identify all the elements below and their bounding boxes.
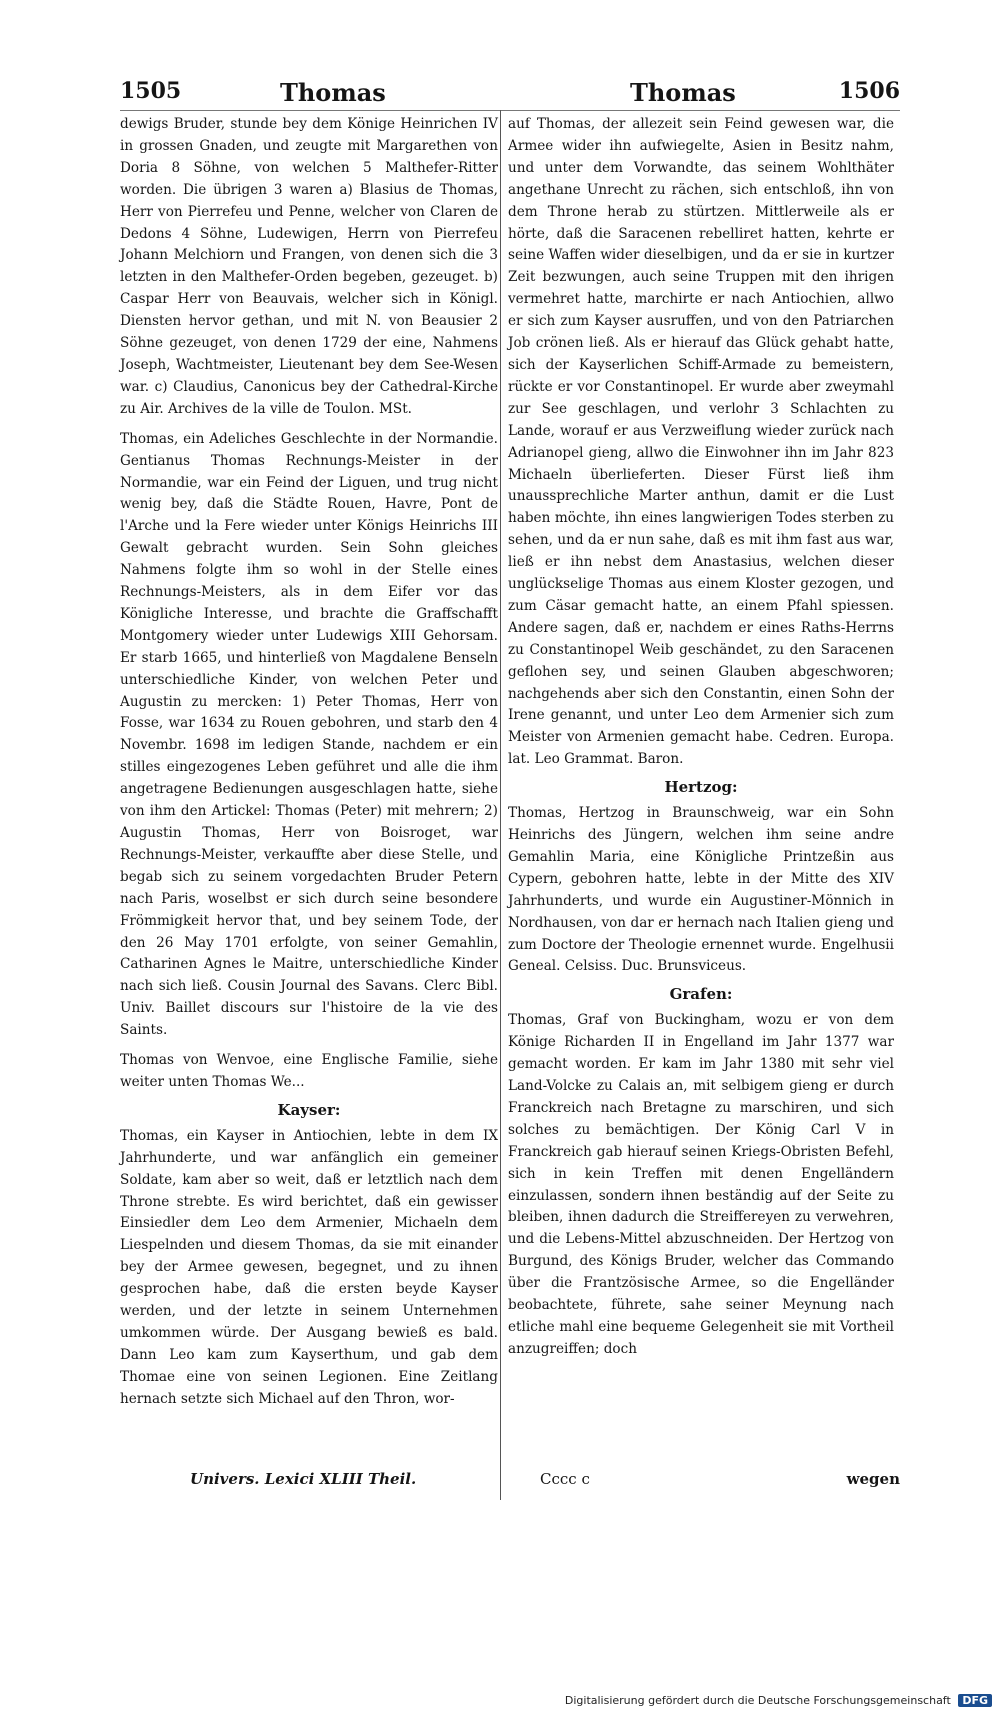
right-paragraph: auf Thomas, der allezeit sein Feind gewesen war, die Armee wider ihn aufwiegelte, Asien in Besitz nahm, und unter dem Vorwandte, das seinem Wohlthäter angethane Unrecht zu rächen, sich entschloß, ihn von dem Throne herab zu stürtzen. Mittlerweile als er hörte, daß die Saracenen rebelliret hatten, kehrte er seine Waffen wider dieselbigen, und da er sie in kurtzer Zeit bezwungen, auch seine Truppen mit den ihrigen vermehret hatte, marchirte er nach Antiochien, allwo er sich zum Kayser ausruffen, und von den Patriarchen Job crönen ließ. Als er hierauf das Glück gehabt hatte, sich der Kayserlichen Schiff-Armade zu bemeistern, rückte er vor Constantinopel. Er wurde aber zweymahl zur See geschlagen, und verlohr 3 Schlachten zu Lande, worauf er aus Verzweiflung wieder zurück nach Adrianopel gieng, allwo die Einwohner ihn im Jahr 823 Michaeln überlieferten. Dieser Fürst ließ ihm unaussprechliche Marter anthun, damit er die Lust haben möchte, ihn eines langwierigen Todes sterben zu sehen, und da er nun sahe, daß es mit ihm fast aus war, ließ er ihn nebst dem Anastasius, welchen dieser unglückselige Thomas aus einem Kloster gezogen, und zum Cäsar gemacht hatte, an einem Pfahl spiessen. Andere sagen, daß er, nachdem er eines Raths-Herrns zu Constantinopel Weib geschändet, zu den Saracenen geflohen sey, und seinen Glauben abgeschworen; nachgehends aber sich den Constantin, einen Sohn der Irene genannt, und unter Leo dem Armenier sich zum Meister von Armenien gemacht habe. Cedren. Europa. lat. Leo Grammat. Baron. (508, 116, 894, 768)
sheet-mark: Cccc c (540, 1470, 590, 1488)
right-paragraph: Thomas, Hertzog in Braunschweig, war ein Sohn Heinrichs des Jüngern, welchen ihm seine andre Gemahlin Maria, eine Königliche Printzeßin aus Cypern, gebohren hatte, lebte in der Mitte des XIV Jahrhunderts, und wurde ein Augustiner-Mönnich in Nordhausen, von dar er hernach nach Italien gieng und zum Doctore der Theologie ernennet wurde. Engelhusii Geneal. Celsiss. Duc. Brunsviceus. (508, 805, 894, 975)
right-paragraph: Thomas, Graf von Buckingham, wozu er von dem Könige Richarden II in Engelland im Jahr 1377 war gemacht worden. Er kam im Jahr 1380 mit sehr viel Land-Volcke zu Calais an, mit selbigem gieng er durch Franckreich nach Bretagne zu marschiren, und sich solches zu bemächtigen. Der König Carl V in Franckreich gab hierauf seinen Kriegs-Obristen Befehl, sich in kein Treffen mit denen Engelländern einzulassen, sondern ihnen beständig auf der Seite zu bleiben, ihnen dadurch die Streiffereyen zu verwehren, und die Lebens-Mittel abzuschneiden. Der Hertzog von Burgund, des Königs Bruder, welcher das Commando über die Frantzösische Armee, so die Engelländer beobachtete, führete, sahe seiner Meynung nach etliche mahl eine bequeme Gelegenheit sie mit Vortheil anzugreiffen; doch (508, 1012, 894, 1357)
page-footer (120, 1470, 900, 1498)
right-column (508, 114, 894, 1361)
left-paragraph: Thomas von Wenvoe, eine Englische Familie, siehe weiter unten Thomas We... (120, 1052, 498, 1090)
right-section-heading: Grafen: (669, 985, 733, 1004)
dfg-logo: DFG (958, 1694, 992, 1707)
column-divider (500, 110, 501, 1500)
left-paragraph: Thomas, ein Kayser in Antiochien, lebte in dem IX Jahrhunderte, und war anfänglich ein gemeiner Soldate, kam aber so weit, daß er letztlich nach dem Throne strebte. Es wird berichtet, daß ein gewisser Einsiedler dem Leo dem Armenier, Michaeln dem Liespelnden und diesem Thomas, da sie mit einander bey der Armee gewesen, begegnet, und zu ihnen gesprochen habe, daß die ersten beyde Kayser werden, und der letzte in seinem Unternehmen umkommen würde. Der Ausgang bewieß es bald. Dann Leo kam zum Kayserthum, und gab dem Thomae eine von seinen Legionen. Eine Zeitlang hernach setzte sich Michael auf den Thron, wor- (120, 1127, 498, 1407)
signature-line: Univers. Lexici XLIII Theil. (190, 1470, 417, 1488)
page-number-right: 1506 (838, 78, 900, 104)
page-number-left: 1505 (120, 78, 182, 104)
header-title-right: Thomas (630, 78, 736, 107)
left-column (120, 114, 498, 1411)
credit-text: Digitalisierung gefördert durch die Deutsche Forschungsgemeinschaft (564, 1694, 951, 1707)
header-title-left: Thomas (280, 78, 386, 107)
digitization-credit (565, 1694, 992, 1712)
left-paragraph: dewigs Bruder, stunde bey dem Könige Heinrichen IV in grossen Gnaden, und zeugte mit Margarethen von Doria 8 Söhne, von welchen 5 Malthefer-Ritter worden. Die übrigen 3 waren a) Blasius de Thomas, Herr von Pierrefeu und Penne, welcher von Claren de Dedons 4 Söhne, Ludewigen, Herrn von Pierrefeu Johann Melchiorn und Frangen, von denen sich die 3 letzten in den Malthefer-Orden begeben, gezeuget. b) Caspar Herr von Beauvais, welcher sich in Königl. Diensten hervor gethan, und mit N. von Beausier 2 Söhne gezeuget, von denen 1729 der eine, Nahmens Joseph, Wachtmeister, Lieutenant bey dem See-Wesen war. c) Claudius, Canonicus bey der Cathedral-Kirche zu Air. Archives de la ville de Toulon. MSt. (120, 116, 498, 417)
left-section-heading: Kayser: (277, 1100, 341, 1119)
catchword: wegen (846, 1470, 900, 1488)
right-section-heading: Hertzog: (664, 778, 738, 797)
header-rule (120, 110, 900, 111)
left-paragraph: Thomas, ein Adeliches Geschlechte in der Normandie. Gentianus Thomas Rechnungs-Meister in der Normandie, war ein Feind der Liguen, und trug nicht wenig bey, daß die Städte Rouen, Havre, Pont de l'Arche und la Fere wieder unter Königs Heinrichs III Gewalt gebracht wurden. Sein Sohn gleiches Nahmens folgte ihm so wohl in der Stelle eines Rechnungs-Meisters, als in dem Eifer vor das Königliche Interesse, und brachte die Graffschafft Montgomery wieder unter Ludewigs XIII Gehorsam. Er starb 1665, und hinterließ von Magdalene Benseln unterschiedliche Kinder, von welchen Peter und Augustin zu mercken: 1) Peter Thomas, Herr von Fosse, war 1634 zu Rouen gebohren, und starb den 4 Novembr. 1698 im ledigen Stande, nachdem er ein stilles eingezogenes Leben geführet und alle die ihm angetragene Bedienungen ausgeschlagen hatte, siehe von ihm den Artickel: Thomas (Peter) mit mehrern; 2) Augustin Thomas, Herr von Boisroget, war Rechnungs-Meister, verkauffte aber diese Stelle, und begab sich zu seinem vorgedachten Bruder Petern nach Paris, woselbst er sich durch seine besondere Frömmigkeit hervor that, und bey seinem Tode, der den 26 May 1701 erfolgte, von seiner Gemahlin, Catharinen Agnes le Maitre, unterschiedliche Kinder nach sich ließ. Cousin Journal des Savans. Clerc Bibl. Univ. Baillet discours sur l'histoire de la vie des Saints. (120, 430, 498, 1039)
running-header (120, 78, 900, 110)
